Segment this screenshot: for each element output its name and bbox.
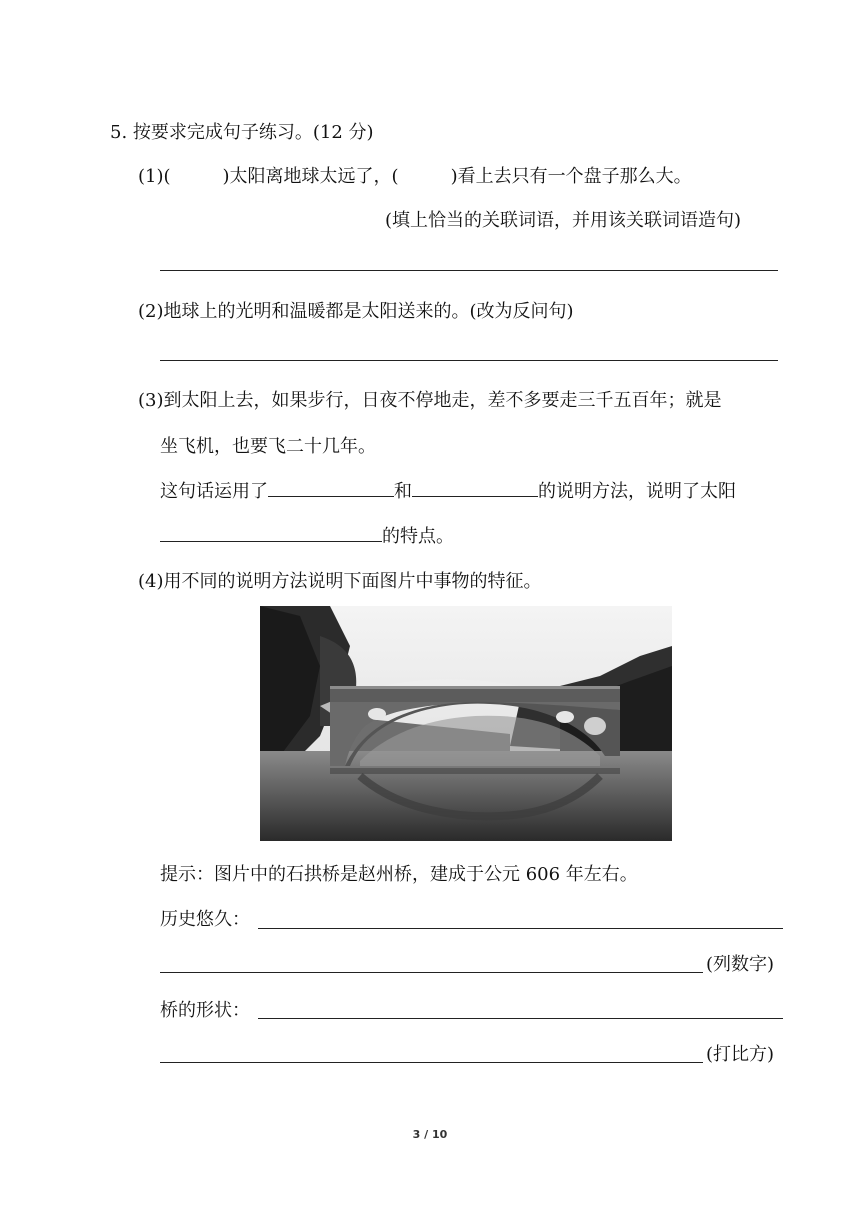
item3-fill-part4: 的特点。 bbox=[382, 526, 454, 547]
item3-blank-method2[interactable] bbox=[412, 478, 538, 497]
shape-answer-line-2[interactable] bbox=[160, 1062, 703, 1063]
item3-blank-method1[interactable] bbox=[268, 478, 394, 497]
item3-fill-part3: 的说明方法，说明了太阳 bbox=[538, 481, 736, 502]
history-label: 历史悠久： bbox=[160, 909, 250, 930]
item4-instruction: (4)用不同的说明方法说明下面图片中事物的特征。 bbox=[138, 571, 542, 592]
shape-answer-line-1[interactable] bbox=[258, 1018, 783, 1019]
item3-line2: 坐飞机，也要飞二十几年。 bbox=[160, 436, 376, 457]
item4-hint: 提示：图片中的石拱桥是赵州桥，建成于公元 606 年左右。 bbox=[160, 864, 638, 885]
item1-instruction: (填上恰当的关联词语，并用该关联词语造句) bbox=[385, 210, 742, 231]
item1-suffix: )看上去只有一个盘子那么大。 bbox=[450, 166, 692, 187]
item1-prefix: (1)( bbox=[138, 166, 171, 187]
question-header: 5. 按要求完成句子练习。(12 分) bbox=[110, 122, 374, 143]
item3-fill-part2: 和 bbox=[394, 481, 412, 502]
item3-fill-part1: 这句话运用了 bbox=[160, 481, 268, 502]
item3-fill-line bbox=[160, 477, 736, 503]
item2-sentence: (2)地球上的光明和温暖都是太阳送来的。(改为反问句) bbox=[138, 301, 574, 322]
item3-blank-feature[interactable] bbox=[160, 523, 382, 542]
shape-label: 桥的形状： bbox=[160, 1000, 250, 1021]
item3-line1: (3)到太阳上去，如果步行，日夜不停地走，差不多要走三千五百年；就是 bbox=[138, 390, 722, 411]
bridge-photo bbox=[260, 606, 672, 841]
item1-middle: )太阳离地球太远了，( bbox=[222, 166, 399, 187]
history-answer-line-2[interactable] bbox=[160, 972, 703, 973]
history-answer-line-1[interactable] bbox=[258, 928, 783, 929]
history-method-tag: (列数字) bbox=[706, 954, 775, 975]
item2-answer-line[interactable] bbox=[160, 360, 778, 361]
page-number: 3 / 10 bbox=[412, 1128, 448, 1141]
item1-answer-line[interactable] bbox=[160, 270, 778, 271]
item3-fill-line-2 bbox=[160, 522, 454, 548]
item1-sentence bbox=[138, 162, 692, 188]
shape-method-tag: (打比方) bbox=[706, 1044, 775, 1065]
